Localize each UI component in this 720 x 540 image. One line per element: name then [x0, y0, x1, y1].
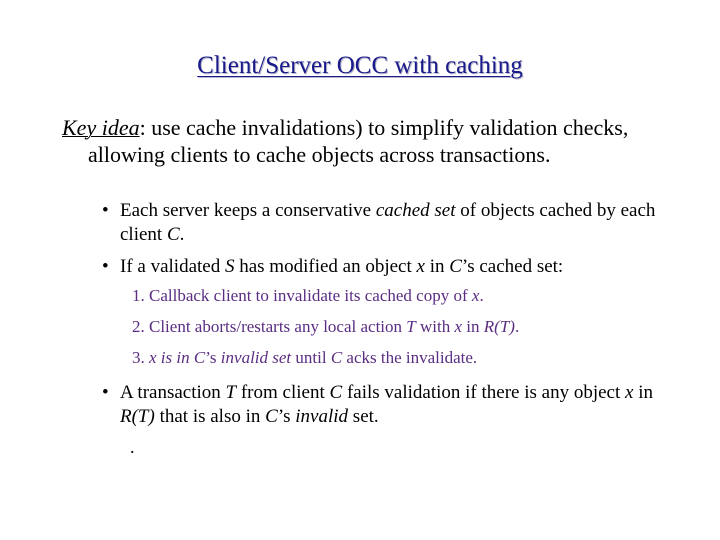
bullet-text: A transaction: [120, 382, 226, 403]
bullet-text: of objects cached by each client: [120, 200, 656, 245]
subitem-invalid-set: [132, 347, 672, 369]
subitem-text: .: [479, 286, 484, 305]
bullet-fails-validation: [102, 381, 680, 429]
bullet-text-italic: cached set: [375, 200, 456, 221]
bullet-text: in: [424, 256, 450, 277]
subitem-text-italic: T: [406, 317, 416, 336]
subitem-text-italic: x is in C: [149, 348, 206, 367]
bullet-text-italic: C: [449, 256, 462, 277]
subitem-text-italic: x: [454, 317, 463, 336]
subitem-callback: [132, 285, 672, 307]
slide-title: Client/Server OCC with caching: [197, 52, 523, 79]
key-idea-colon: :: [139, 115, 146, 140]
bullet-text: ’s cached set:: [461, 256, 564, 277]
subitem-text-italic: invalid set: [220, 348, 292, 367]
subitem-text: .: [514, 317, 520, 336]
bullet-text: set.: [348, 406, 379, 427]
key-idea-paragraph: [62, 114, 688, 168]
subitem-text-italic: R(T): [483, 317, 515, 336]
trailing-period: .: [130, 437, 135, 457]
bullet-cached-set: [102, 199, 680, 247]
bullet-text-italic: C: [166, 224, 180, 245]
bullet-text-italic: invalid: [295, 406, 349, 427]
subitem-text-italic: x: [471, 286, 480, 305]
bullet-text: If a validated: [120, 256, 225, 277]
bullet-text: ’s: [277, 406, 296, 427]
bullet-text: that is also in: [154, 406, 266, 427]
bullet-dot-icon: •: [102, 200, 109, 221]
subitem-text-italic: C: [330, 348, 343, 367]
bullet-dot-icon: •: [102, 382, 109, 403]
subitem-text: with: [415, 317, 455, 336]
bullet-text: has modified an object: [234, 256, 417, 277]
bullet-text: in: [633, 382, 653, 403]
bullet-text-italic: C: [329, 382, 343, 403]
bullet-dot-icon: •: [102, 256, 109, 277]
bullet-text-italic: C: [265, 406, 278, 427]
bullet-text-italic: x: [625, 382, 634, 403]
subitem-text: acks the invalidate.: [342, 348, 478, 367]
subitem-text: in: [462, 317, 484, 336]
bullet-text: .: [179, 224, 185, 245]
key-idea-text: use cache invalidations) to simplify validation checks, allowing clients to cache objects across transactions.: [88, 115, 629, 167]
bullet-text-italic: R(T): [120, 406, 155, 427]
subitem-text: ’s: [205, 348, 221, 367]
bullet-text: fails validation if there is any object: [342, 382, 625, 403]
key-idea-label: Key idea: [62, 115, 140, 140]
bullet-text-italic: x: [416, 256, 425, 277]
subitem-client-aborts: [132, 316, 672, 338]
bullet-text: from client: [236, 382, 330, 403]
bullet-text-italic: T: [225, 382, 237, 403]
subitem-text: 2. Client aborts/restarts any local action: [132, 317, 407, 336]
subitem-text: 3.: [132, 348, 149, 367]
subitem-text: 1. Callback client to invalidate its cached copy of: [132, 286, 472, 305]
bullet-text: Each server keeps a conservative: [120, 200, 376, 221]
subitem-text: until: [291, 348, 331, 367]
bullet-validated-s: [102, 255, 680, 279]
bullet-text-italic: S: [224, 256, 235, 277]
